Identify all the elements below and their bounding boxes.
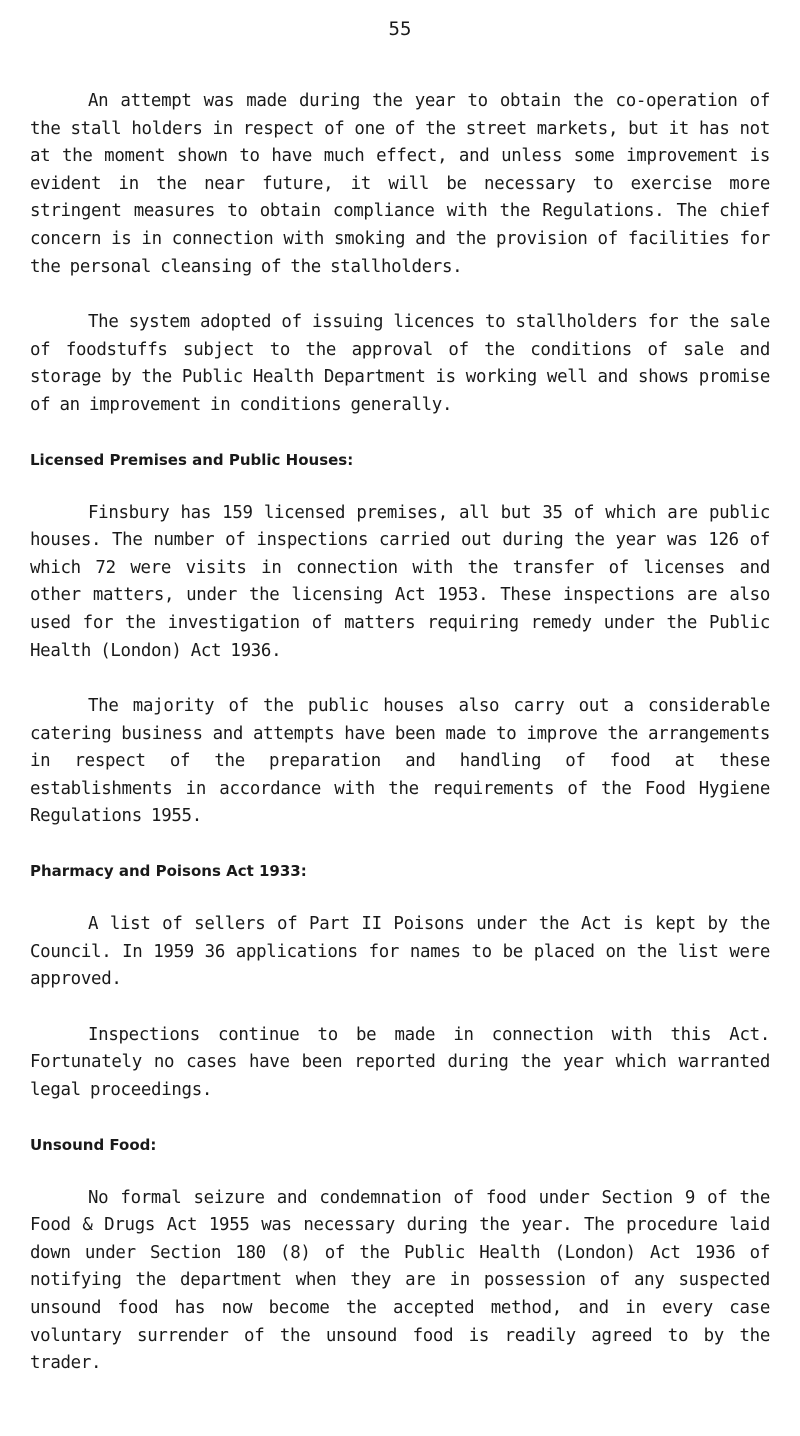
page-body: [30, 88, 770, 1378]
heading-pharmacy-poisons: Pharmacy and Poisons Act 1933:: [30, 862, 307, 881]
paragraph-licensed-premises: Finsbury has 159 licensed premises, all but 35 of which are public houses. The number of inspections carried out during the year was 126 of which 72 were visits in connection with the transfer of licenses and other matters, under the licensing Act 1953. These inspections are also used for the investigation of matters requiring remedy under the Public Health (London) Act 1936.: [30, 502, 770, 661]
page-number: 55: [388, 18, 412, 40]
paragraph-public-houses-catering: The majority of the public houses also carry out a considerable catering business and attempts have been made to improve the arrangements in respect of the preparation and handling of food at these establishments in accordance with the requirements of the Food Hygiene Regulations 1955.: [30, 696, 770, 827]
paragraph-licence-system: The system adopted of issuing licences to stallholders for the sale of foodstuffs subject to the approval of the conditions of sale and storage by the Public Health Department is working well and shows promise of an improvement in conditions generally.: [30, 312, 770, 415]
paragraph-poisons-list: A list of sellers of Part II Poisons under the Act is kept by the Council. In 1959 36 applications for names to be placed on the list were approved.: [30, 914, 770, 990]
paragraph-stall-holders: An attempt was made during the year to obtain the co-operation of the stall holders in respect of one of the street markets, but it has not at the moment shown to have much effect, and unless some improvement is evident in the near future, it will be necessary to exercise more stringent measures to obtain compliance with the Regulations. The chief concern is in connection with smoking and the provision of facilities for the personal cleansing of the stallholders.: [30, 91, 770, 277]
heading-licensed-premises: Licensed Premises and Public Houses:: [30, 450, 354, 469]
paragraph-poisons-inspections: Inspections continue to be made in connection with this Act. Fortunately no cases have been reported during the year which warranted legal proceedings.: [30, 1024, 770, 1101]
heading-unsound-food: Unsound Food:: [30, 1135, 157, 1154]
paragraph-unsound-food: No formal seizure and condemnation of food under Section 9 of the Food & Drugs Act 1955 was necessary during the year. The procedure laid down under Section 180 (8) of the Public Health (London) Act 1936 of notifying the department when they are in possession of any suspected unsound food has now become the accepted method, and in every case voluntary surrender of the unsound food is readily agreed to by the trader.: [30, 1187, 770, 1374]
